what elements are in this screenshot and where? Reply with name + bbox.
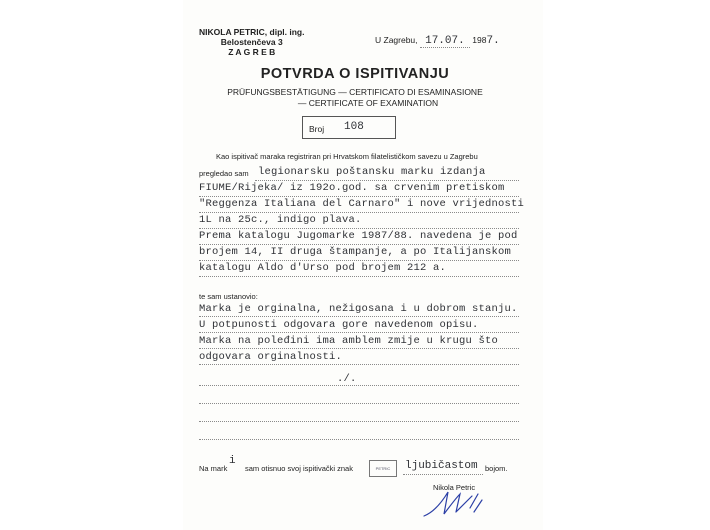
signature — [420, 488, 495, 522]
date-year-typed: 7. — [486, 35, 500, 47]
issuer-name: NIKOLA PETRIC, dipl. ing. — [199, 27, 305, 37]
footer-color-typed: ljubičastom — [405, 460, 478, 472]
issuer-block — [199, 27, 304, 57]
footer-prefix: Na mark — [199, 464, 228, 473]
description-line: 1L na 25c., indigo plava. — [199, 214, 362, 226]
signer-name: Nikola Petric — [433, 483, 476, 492]
date-row — [375, 35, 500, 48]
intro-text: Kao ispitivač maraka registriran pri Hrvatskom filatelističkom savezu u Zagrebu — [216, 152, 478, 161]
findings-label: te sam ustanovio: — [199, 292, 258, 301]
description-line: FIUME/Rijeka/ iz 192o.god. sa crvenim pretiskom — [199, 182, 505, 194]
description-line: legionarsku poštansku marku izdanja — [258, 166, 486, 178]
findings-line: U potpunosti odgovara gore navedenom opisu. — [199, 319, 479, 331]
examiner-stamp: PETRIC — [369, 460, 397, 477]
findings-line: odgovara orginalnosti. — [199, 351, 343, 363]
date-prefix: U Zagrebu, — [375, 35, 418, 45]
document-title: POTVRDA O ISPITIVANJU — [260, 66, 450, 82]
broj-label: Broj — [309, 124, 325, 134]
date-year-printed: 198 — [472, 35, 487, 45]
footer-middle: sam otisnuo svoj ispitivački znak — [245, 464, 353, 473]
findings-line: Marka je orginalna, nežigosana i u dobrom stanju. — [199, 303, 518, 315]
issuer-street: Belostenčeva 3 — [220, 37, 283, 47]
examined-label: pregledao sam — [199, 169, 249, 178]
subtitle-line-1: PRÜFUNGSBESTÄTIGUNG — CERTIFICATO DI ESAMINASIONE — [227, 87, 483, 97]
description-line: brojem 14, II druga štampanje, a po Italijanskom — [199, 246, 512, 258]
findings-line: Marka na poleđini ima amblem zmije u krugu što — [199, 335, 499, 347]
footer-typed-letter: i — [229, 455, 236, 467]
footer-suffix: bojom. — [485, 464, 508, 473]
broj-value: 108 — [344, 121, 364, 133]
terminator-mark: ./. — [337, 373, 357, 385]
description-line: "Reggenza Italiana del Carnaro" i nove vrijednosti — [199, 198, 525, 210]
issuer-city: Z A G R E B — [228, 47, 276, 57]
description-line: Prema katalogu Jugomarke 1987/88. navedena je pod — [199, 230, 518, 242]
date-day-month: 17.07. — [425, 35, 465, 47]
subtitle-line-2: — CERTIFICATE OF EXAMINATION — [297, 98, 439, 108]
description-line: katalogu Aldo d'Urso pod brojem 212 a. — [199, 262, 447, 274]
